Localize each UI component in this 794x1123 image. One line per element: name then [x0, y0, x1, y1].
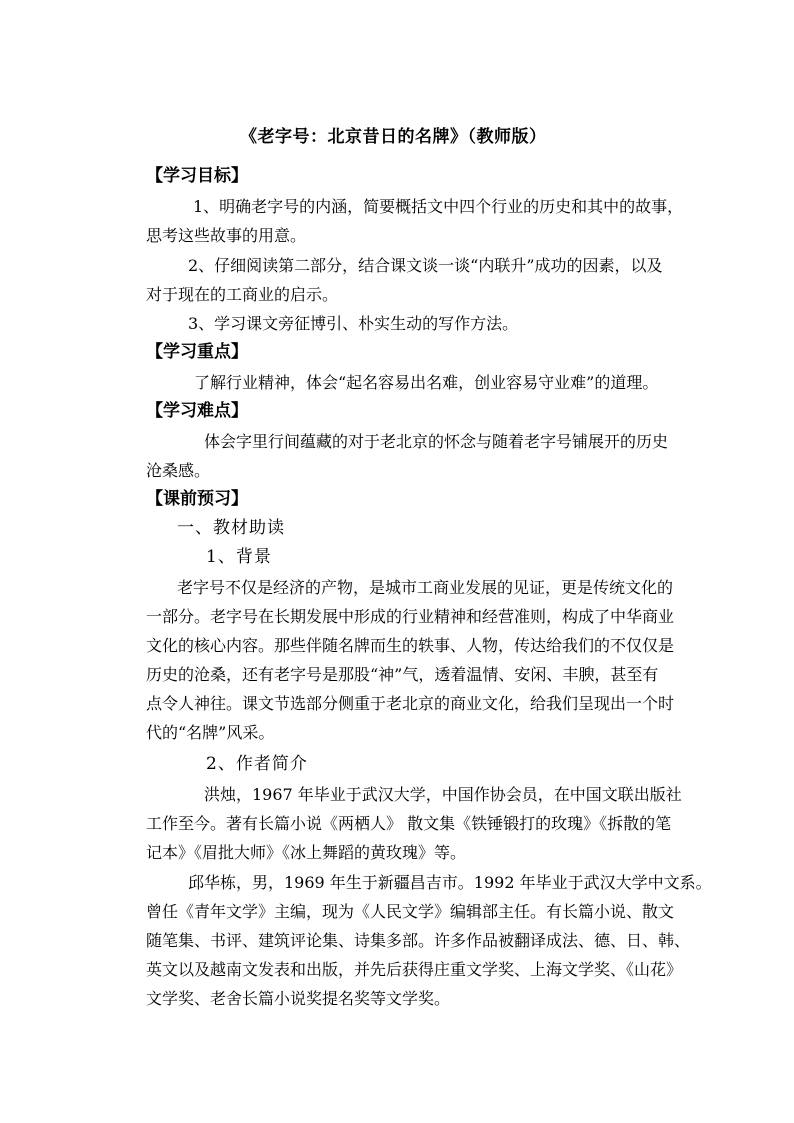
- background-line: 一部分。老字号在长期发展中形成的行业精神和经营准则，构成了中华商业: [146, 607, 675, 626]
- objective-line: 3、学习课文旁征博引、朴实生动的写作方法。: [188, 314, 519, 333]
- page-title: 《老字号：北京昔日的名牌》（教师版）: [240, 127, 547, 147]
- background-line: 老字号不仅是经济的产物，是城市工商业发展的见证，更是传统文化的: [177, 578, 674, 597]
- author-one-line: 记本》《眉批大师》《冰上舞蹈的黄玫瑰》等。: [146, 843, 467, 862]
- author-one-line: 洪烛，1967 年毕业于武汉大学，中国作协会员，在中国文联出版社: [204, 785, 682, 804]
- objective-line: 2、仔细阅读第二部分，结合课文谈一谈“内联升”成功的因素，以及: [188, 256, 663, 275]
- background-line: 点令人神往。课文节选部分侧重于老北京的商业文化，给我们呈现出一个时: [146, 694, 675, 713]
- objective-line: 对于现在的工商业的启示。: [146, 285, 339, 304]
- objective-line: 1、明确老字号的内涵，简要概括文中四个行业的历史和其中的故事，: [193, 197, 684, 216]
- objective-line: 思考这些故事的用意。: [146, 226, 307, 245]
- background-line: 文化的核心内容。那些伴随名牌而生的轶事、人物，传达给我们的不仅仅是: [146, 636, 675, 655]
- author-intro-label: 2、作者简介: [206, 754, 308, 774]
- difficulties-heading: 【学习难点】: [146, 401, 248, 421]
- author-two-line: 英文以及越南文发表和出版，并先后获得庄重文学奖、上海文学奖、《山花》: [146, 960, 683, 979]
- difficulties-line: 体会字里行间蕴藏的对于老北京的怀念与随着老字号铺展开的历史: [204, 432, 669, 451]
- objectives-heading: 【学习目标】: [146, 166, 248, 186]
- author-two-line: 文学奖、老舍长篇小说奖提名奖等文学奖。: [146, 989, 451, 1008]
- preview-heading: 【课前预习】: [146, 489, 248, 509]
- author-two-line: 曾任《青年文学》主编，现为《人民文学》编辑部主任。有长篇小说、散文: [146, 902, 675, 921]
- author-two-line: 邱华栋，男，1969 年生于新疆昌吉市。1992 年毕业于武汉大学中文系。: [188, 873, 712, 892]
- key-points-text: 了解行业精神，体会“起名容易出名难，创业容易守业难”的道理。: [194, 373, 659, 392]
- part-one-heading: 一、教材助读: [177, 518, 285, 538]
- difficulties-line: 沧桑感。: [146, 461, 211, 480]
- author-two-line: 随笔集、书评、建筑评论集、诗集多部。许多作品被翻译成法、德、日、韩、: [146, 931, 691, 950]
- key-points-heading: 【学习重点】: [146, 342, 248, 362]
- background-line: 代的“名牌”风采。: [146, 723, 275, 742]
- background-line: 历史的沧桑，还有老字号是那股“神”气，透着温情、安闲、丰腴，甚至有: [146, 665, 659, 684]
- background-label: 1、背景: [206, 547, 272, 567]
- author-one-line: 工作至今。著有长篇小说《两栖人》 散文集《铁锤锻打的玫瑰》《拆散的笔: [146, 814, 672, 833]
